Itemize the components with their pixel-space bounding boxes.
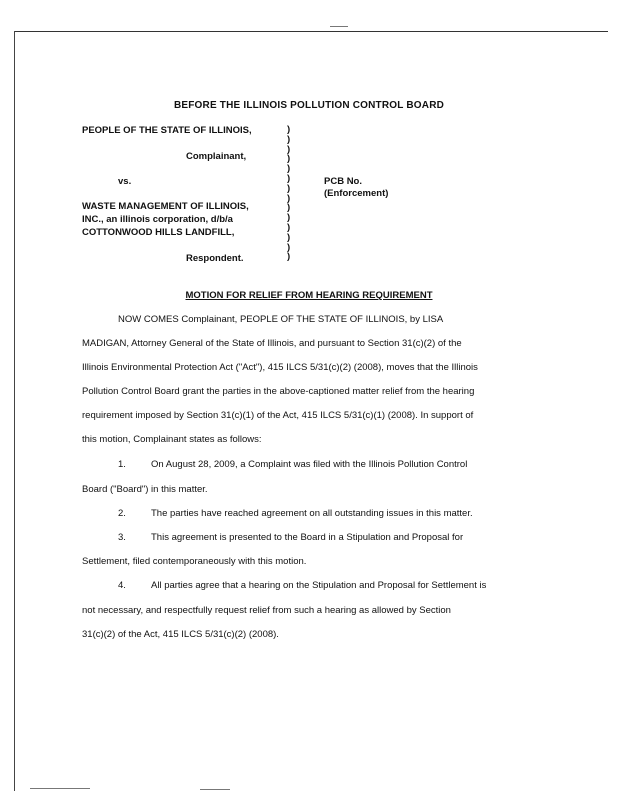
page-border-top [14, 31, 608, 32]
paragraph-line: Settlement, filed contemporaneously with this motion. [82, 556, 307, 567]
intro-line: this motion, Complainant states as follows: [82, 434, 262, 445]
paragraph-line: The parties have reached agreement on all outstanding issues in this matter. [151, 508, 473, 519]
respondent-name-line: WASTE MANAGEMENT OF ILLINOIS, [82, 201, 249, 212]
versus-label: vs. [118, 176, 132, 187]
paragraph-number: 2. [118, 508, 126, 519]
caption-parenthesis: ) [287, 143, 291, 155]
caption-parenthesis: ) [287, 202, 291, 214]
paragraph-line: This agreement is presented to the Board in a Stipulation and Proposal for [151, 532, 464, 543]
paragraph-line: Board ("Board") in this matter. [82, 484, 208, 495]
caption-parenthesis: ) [287, 241, 291, 253]
caption-parenthesis: ) [287, 153, 291, 165]
intro-line: NOW COMES Complainant, PEOPLE OF THE STATE OF ILLINOIS, by LISA [118, 314, 444, 325]
respondent-label: Respondent. [186, 253, 244, 264]
pcb-number-label: PCB No. [324, 176, 362, 187]
complainant-label: Complainant, [186, 151, 247, 162]
respondent-name-line: COTTONWOOD HILLS LANDFILL, [82, 227, 235, 238]
page-border-left [14, 31, 15, 791]
caption-parenthesis: ) [287, 182, 291, 194]
plaintiff-name: PEOPLE OF THE STATE OF ILLINOIS, [82, 125, 252, 136]
paragraph-number: 3. [118, 532, 126, 543]
caption-parenthesis: ) [287, 124, 291, 135]
paragraph-line: All parties agree that a hearing on the Stipulation and Proposal for Settlement is [151, 580, 487, 591]
caption-parenthesis-column [287, 125, 290, 262]
scan-speck [200, 789, 230, 790]
paragraph-number: 4. [118, 580, 126, 591]
intro-line: MADIGAN, Attorney General of the State of Illinois, and pursuant to Section 31(c)(2) of the [82, 338, 462, 349]
caption-parenthesis: ) [287, 212, 291, 224]
paragraph-line: On August 28, 2009, a Complaint was filed with the Illinois Pollution Control [151, 459, 468, 470]
board-heading: BEFORE THE ILLINOIS POLLUTION CONTROL BOARD [173, 100, 445, 111]
respondent-name-line: INC., an illinois corporation, d/b/a [82, 214, 233, 225]
paragraph-number: 1. [118, 459, 126, 470]
intro-line: requirement imposed by Section 31(c)(1) of the Act, 415 ILCS 5/31(c)(1) (2008). In support of [82, 410, 474, 421]
caption-parenthesis: ) [287, 192, 291, 204]
scan-speck [30, 788, 90, 789]
caption-parenthesis: ) [287, 163, 291, 175]
caption-parenthesis: ) [287, 251, 291, 263]
paragraph-line: 31(c)(2) of the Act, 415 ILCS 5/31(c)(2) (2008). [82, 629, 279, 640]
motion-title: MOTION FOR RELIEF FROM HEARING REQUIREMENT [185, 290, 433, 301]
caption-parenthesis: ) [287, 133, 291, 145]
paragraph-line: not necessary, and respectfully request relief from such a hearing as allowed by Section [82, 605, 451, 616]
caption-parenthesis: ) [287, 231, 291, 243]
caption-parenthesis: ) [287, 172, 291, 184]
intro-line: Pollution Control Board grant the parties in the above-captioned matter relief from the hearing [82, 386, 475, 397]
caption-parenthesis: ) [287, 221, 291, 233]
intro-line: Illinois Environmental Protection Act ("Act"), 415 ILCS 5/31(c)(2) (2008), moves that the Illinois [82, 362, 478, 373]
enforcement-label: (Enforcement) [324, 188, 389, 199]
scan-speck [330, 26, 348, 27]
